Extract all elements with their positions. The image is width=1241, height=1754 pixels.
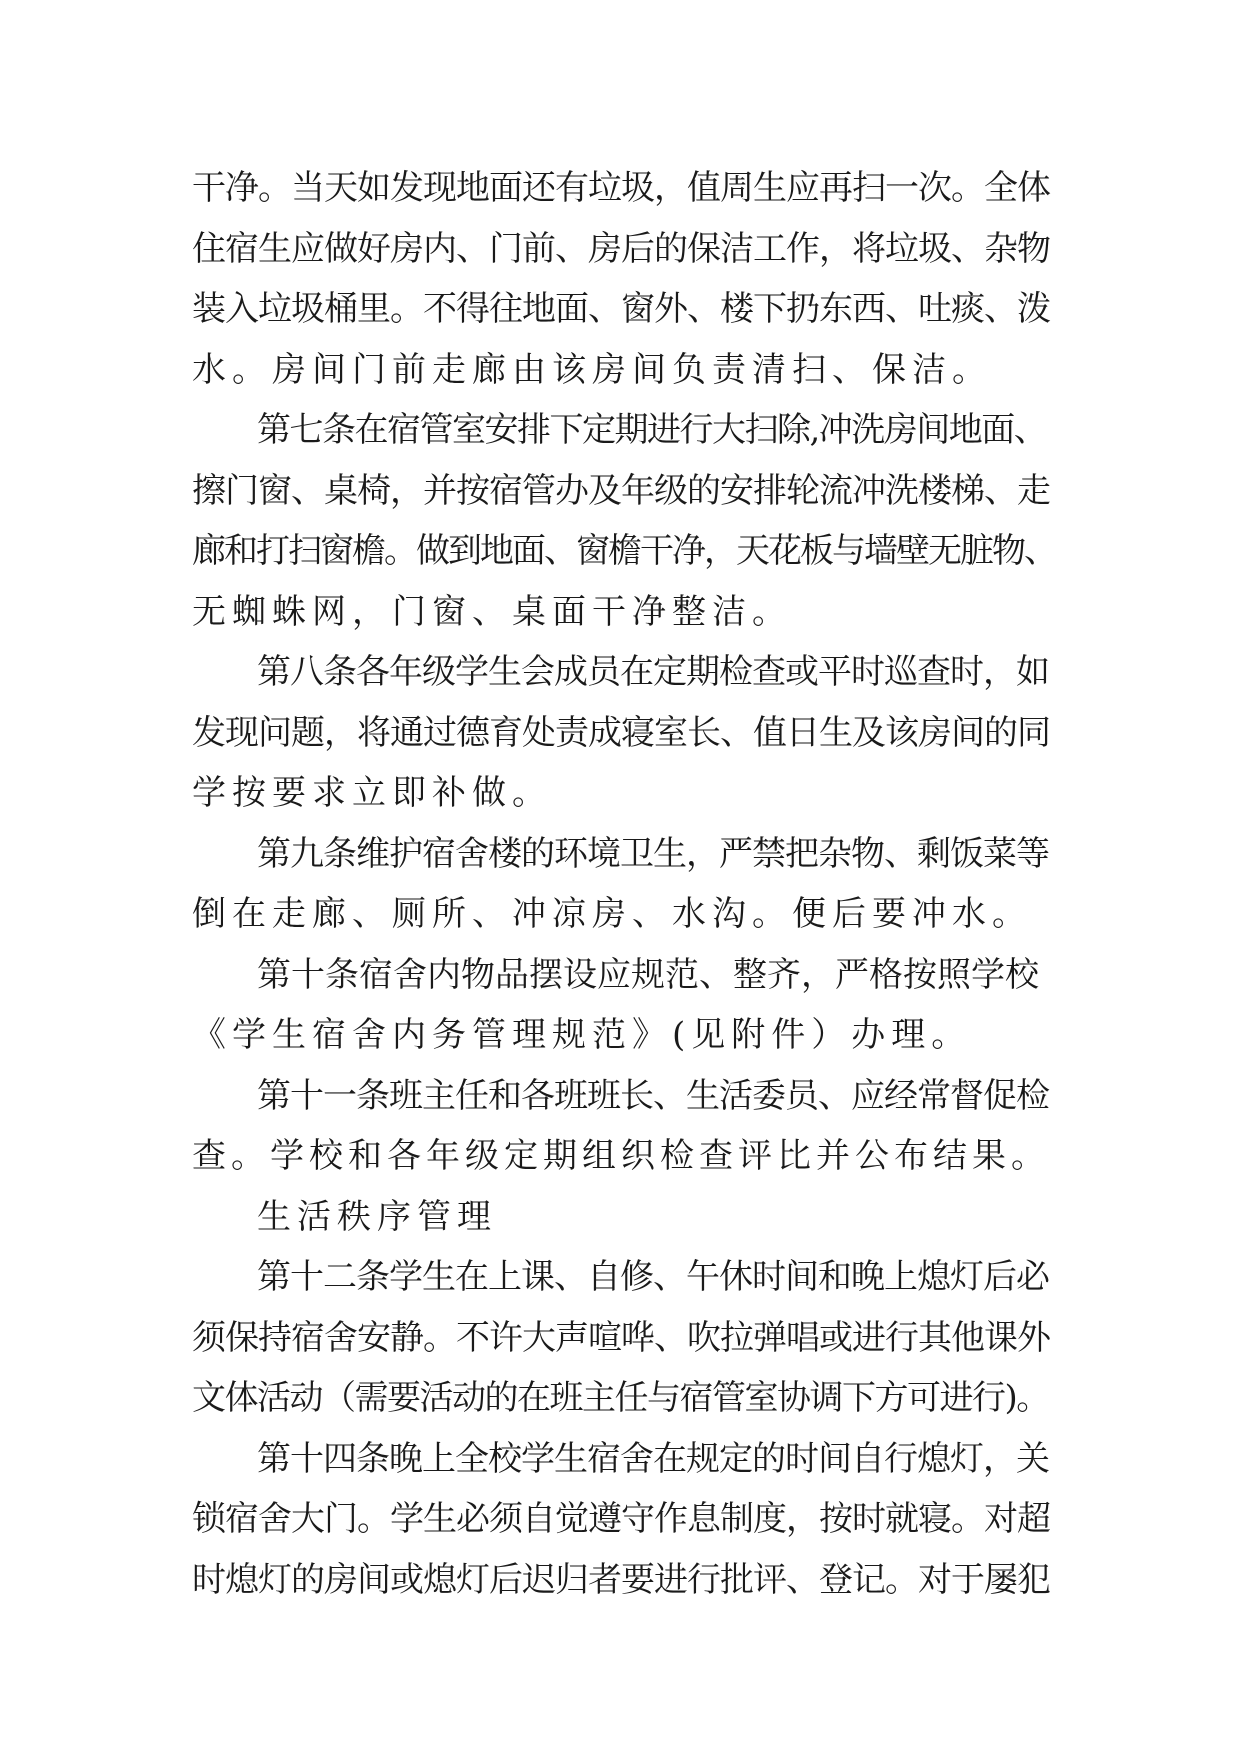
document-body <box>192 158 1056 1610</box>
document-line: 无蜘蛛网，门窗、桌面干净整洁。 <box>192 591 792 632</box>
document-line: 第十二条学生在上课、自修、午休时间和晚上熄灯后必 <box>257 1257 1049 1297</box>
document-line: 查。学校和各年级定期组织检查评比并公布结果。 <box>192 1136 1050 1176</box>
document-line: 锁宿舍大门。学生必须自觉遵守作息制度，按时就寝。对超 <box>192 1499 1050 1539</box>
document-line: 时熄灯的房间或熄灯后迟归者要进行批评、登记。对于屡犯 <box>192 1559 1050 1600</box>
document-line: 倒在走廊、厕所、冲凉房、水沟。便后要冲水。 <box>192 894 1032 934</box>
document-line: 《学生宿舍内务管理规范》(见附件）办理。 <box>192 1015 972 1055</box>
document-line: 第十一条班主任和各班班长、生活委员、应经常督促检 <box>257 1075 1049 1116</box>
document-line: 第八条各年级学生会成员在定期检查或平时巡查时，如 <box>257 652 1049 692</box>
document-line: 文体活动（需要活动的在班主任与宿管室协调下方可进行)。 <box>192 1378 1049 1418</box>
document-line: 住宿生应做好房内、门前、房后的保洁工作，将垃圾、杂物 <box>192 228 1050 269</box>
document-line: 干净。当天如发现地面还有垃圾，值周生应再扫一次。全体 <box>192 168 1050 208</box>
document-line: 第十条宿舍内物品摆设应规范、整齐，严格按照学校 <box>257 954 1039 995</box>
document-line: 装入垃圾桶里。不得往地面、窗外、楼下扔东西、吐痰、泼 <box>192 289 1050 329</box>
document-line: 第九条维护宿舍楼的环境卫生，严禁把杂物、剩饭菜等 <box>257 833 1049 874</box>
document-line: 学按要求立即补做。 <box>192 773 552 813</box>
document-line: 擦门窗、桌椅，并按宿管办及年级的安排轮流冲洗楼梯、走 <box>192 470 1050 511</box>
document-line: 生活秩序管理 <box>257 1196 497 1237</box>
document-line: 第十四条晚上全校学生宿舍在规定的时间自行熄灯，关 <box>257 1438 1049 1479</box>
document-line: 第七条在宿管室安排下定期进行大扫除,冲洗房间地面、 <box>257 410 1047 450</box>
document-line: 须保持宿舍安静。不许大声喧哗、吹拉弹唱或进行其他课外 <box>192 1317 1050 1358</box>
document-line: 发现问题，将通过德育处责成寝室长、值日生及该房间的同 <box>192 712 1050 753</box>
document-line: 水。房间门前走廊由该房间负责清扫、保洁。 <box>192 349 992 390</box>
document-line: 廊和打扫窗檐。做到地面、窗檐干净，天花板与墙壁无脏物、 <box>192 531 1056 571</box>
